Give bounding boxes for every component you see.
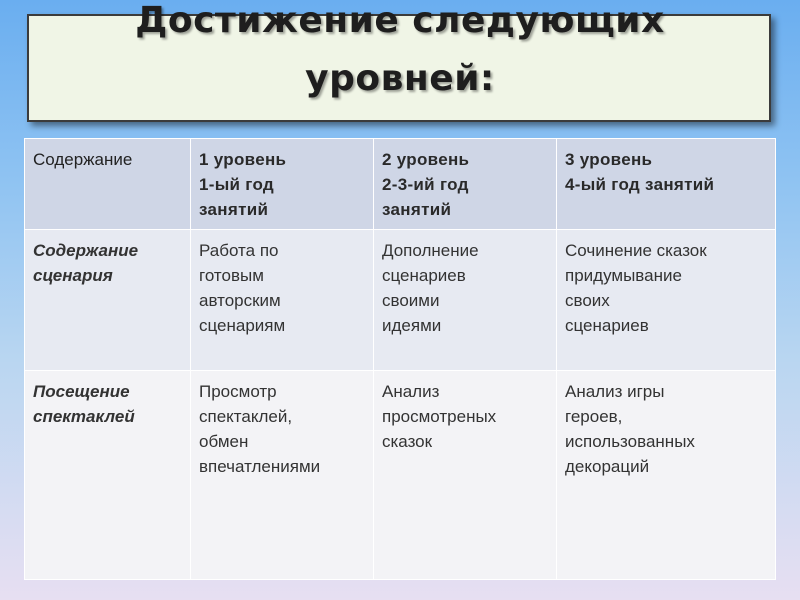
cell-line: своими	[382, 291, 440, 310]
row-label-performances	[25, 371, 191, 580]
header-level-2-line: 2 уровень	[382, 150, 470, 169]
cell-performances-level-3	[557, 371, 776, 580]
row-label-line: сценария	[33, 266, 113, 285]
cell-line: обмен	[199, 432, 249, 451]
table-header-row	[25, 139, 776, 230]
cell-line: сценариев	[382, 266, 466, 285]
header-content-label: Содержание	[33, 150, 133, 169]
cell-line: Дополнение	[382, 241, 479, 260]
title-line-1: Достижение следующих	[135, 0, 665, 41]
cell-line: авторским	[199, 291, 281, 310]
cell-line: просмотреных	[382, 407, 497, 426]
cell-line: готовым	[199, 266, 264, 285]
cell-line: идеями	[382, 316, 442, 335]
cell-line: спектаклей,	[199, 407, 293, 426]
row-label-line: Посещение	[33, 382, 130, 401]
cell-line: Сочинение сказок	[565, 241, 707, 260]
cell-line: своих	[565, 291, 610, 310]
slide-title	[0, 0, 800, 108]
header-level-2	[374, 139, 557, 230]
levels-table	[24, 138, 776, 580]
header-level-3-line: 4-ый год занятий	[565, 175, 715, 194]
header-level-1-line: 1 уровень	[199, 150, 287, 169]
cell-line: использованных	[565, 432, 695, 451]
cell-line: впечатлениями	[199, 457, 321, 476]
header-level-2-line: занятий	[382, 200, 452, 219]
cell-line: придумывание	[565, 266, 682, 285]
row-label-line: Содержание	[33, 241, 139, 260]
cell-line: Анализ	[382, 382, 440, 401]
header-level-3	[557, 139, 776, 230]
row-label-line: спектаклей	[33, 407, 135, 426]
cell-performances-level-1	[191, 371, 374, 580]
header-level-2-line: 2-3-ий год	[382, 175, 469, 194]
table-row-performances	[25, 371, 776, 580]
cell-line: сказок	[382, 432, 433, 451]
header-level-1-line: занятий	[199, 200, 269, 219]
table-row-scenario	[25, 230, 776, 371]
cell-line: декораций	[565, 457, 650, 476]
row-label-scenario	[25, 230, 191, 371]
cell-performances-level-2	[374, 371, 557, 580]
cell-scenario-level-1	[191, 230, 374, 371]
title-line-2: уровней:	[305, 58, 495, 99]
cell-line: Работа по	[199, 241, 279, 260]
cell-scenario-level-2	[374, 230, 557, 371]
cell-line: сценариев	[565, 316, 649, 335]
cell-line: сценариям	[199, 316, 286, 335]
header-level-1-line: 1-ый год	[199, 175, 275, 194]
cell-line: героев,	[565, 407, 623, 426]
header-content	[25, 139, 191, 230]
header-level-3-line: 3 уровень	[565, 150, 653, 169]
header-level-1	[191, 139, 374, 230]
cell-line: Анализ игры	[565, 382, 665, 401]
cell-line: Просмотр	[199, 382, 277, 401]
cell-scenario-level-3	[557, 230, 776, 371]
